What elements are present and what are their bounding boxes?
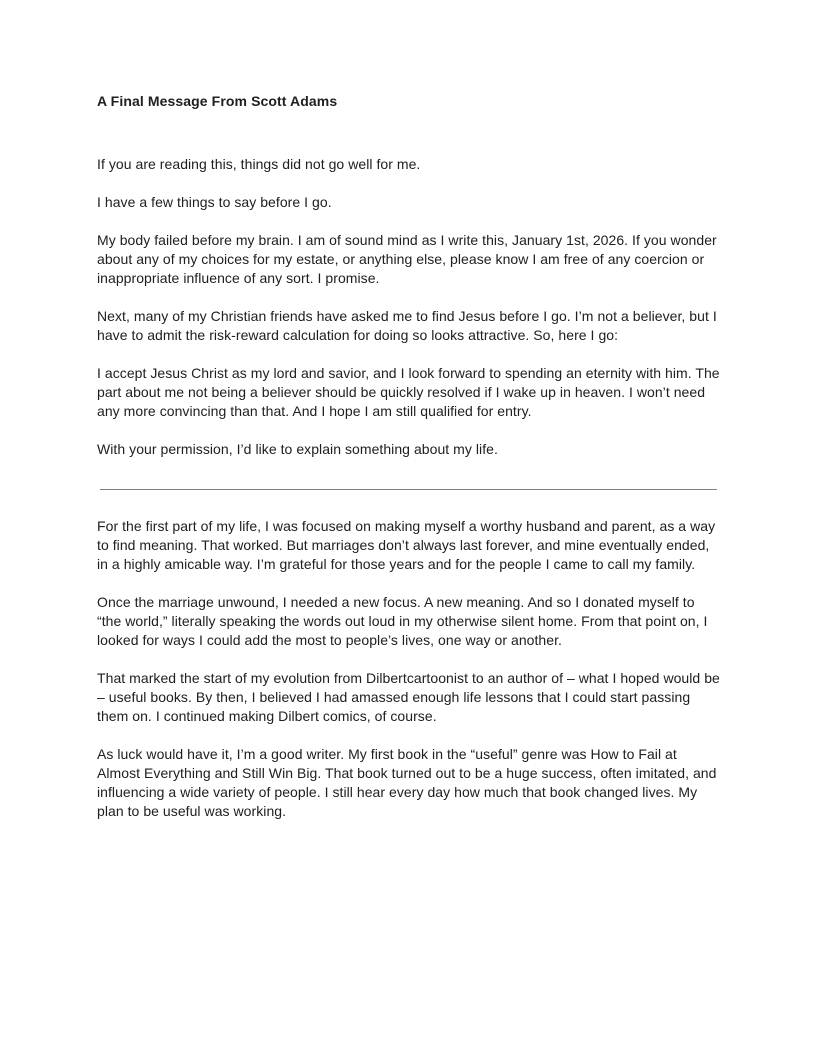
- paragraph: That marked the start of my evolution from Dilbertcartoonist to an author of – what I hoped would be – useful books. By then, I believed I had amassed enough life lessons that I could start passing them on. I continued making Dilbert comics, of course.: [97, 670, 724, 724]
- paragraph: With your permission, I’d like to explain something about my life.: [97, 441, 498, 457]
- paragraph: For the first part of my life, I was focused on making myself a worthy husband and parent, as a way to find meaning. That worked. But marriages don’t always last forever, and mine eventually ended, in a highly amicable way. I’m grateful for those years and for the people I came to call my family.: [97, 518, 720, 572]
- paragraph: My body failed before my brain. I am of sound mind as I write this, January 1st, 2026. If you wonder about any of my choices for my estate, or anything else, please know I am free of any coercion or inappropriate influence of any sort. I promise.: [97, 232, 721, 286]
- paragraph: I have a few things to say before I go.: [97, 194, 332, 210]
- paragraph: I accept Jesus Christ as my lord and savior, and I look forward to spending an eternity with him. The part about me not being a believer should be quickly resolved if I wake up in heaven. I won’t need any more convincing than that. And I hope I am still qualified for entry.: [97, 365, 724, 419]
- horizontal-rule: [100, 489, 717, 490]
- paragraph: Next, many of my Christian friends have asked me to find Jesus before I go. I’m not a believer, but I have to admit the risk-reward calculation for doing so looks attractive. So, here I go:: [97, 308, 721, 343]
- paragraph: If you are reading this, things did not go well for me.: [97, 156, 421, 172]
- paragraph: As luck would have it, I’m a good writer. My first book in the “useful” genre was How to Fail at Almost Everything and Still Win Big. That book turned out to be a huge success, often imitated, and influencing a wide variety of people. I still hear every day how much that book changed lives. My plan to be useful was working.: [97, 746, 721, 819]
- paragraph: Once the marriage unwound, I needed a new focus. A new meaning. And so I donated myself to “the world,” literally speaking the words out loud in my otherwise silent home. From that point on, I looked for ways I could add the most to people’s lives, one way or another.: [97, 594, 716, 648]
- document-title: A Final Message From Scott Adams: [97, 93, 338, 109]
